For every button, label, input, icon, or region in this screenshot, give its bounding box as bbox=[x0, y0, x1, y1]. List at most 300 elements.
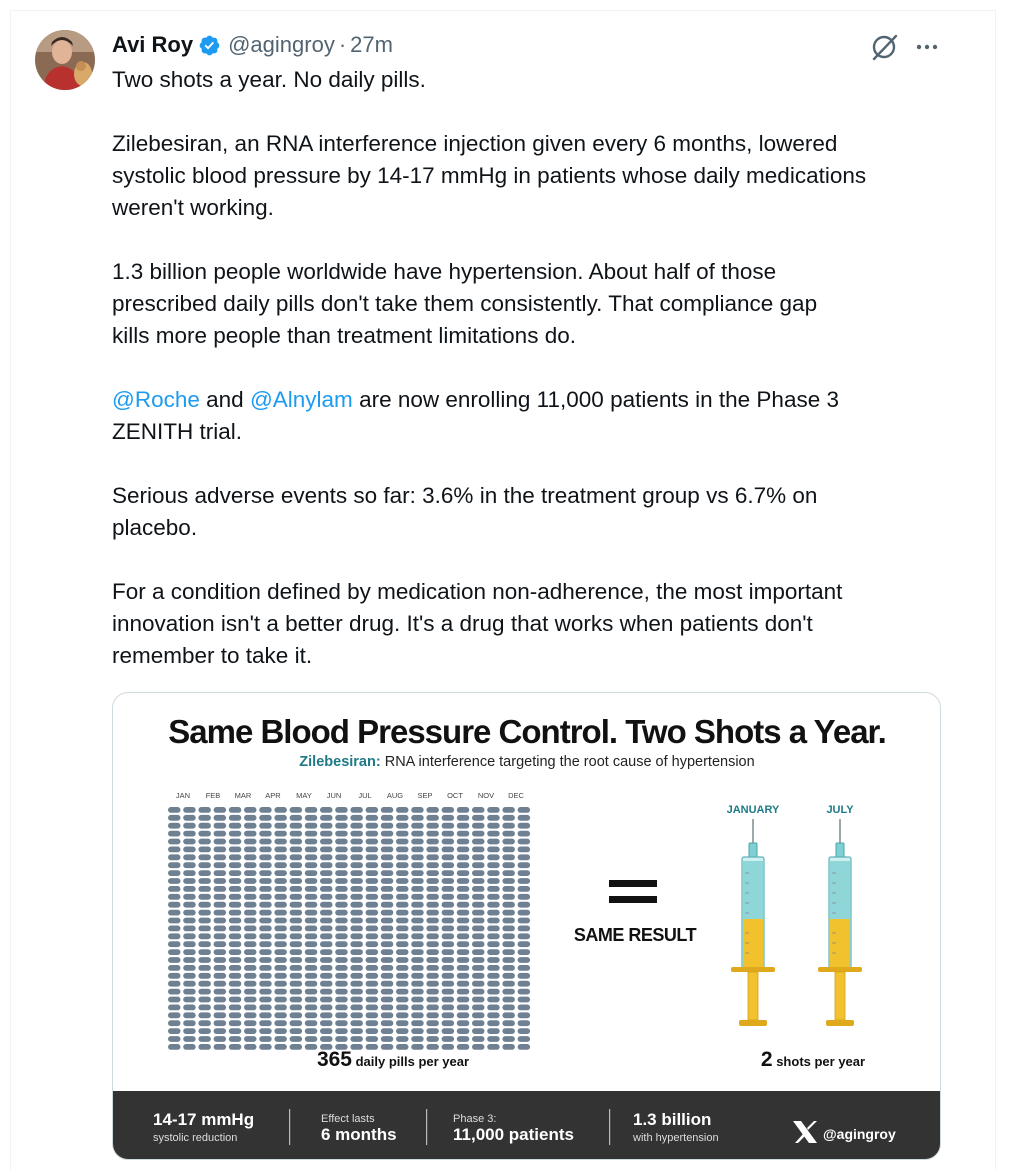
pill-icon bbox=[335, 933, 348, 939]
month-label: NOV bbox=[477, 791, 495, 800]
pill-icon bbox=[244, 949, 257, 955]
pill-icon bbox=[198, 965, 211, 971]
pill-icon bbox=[229, 854, 242, 860]
pill-icon bbox=[229, 815, 242, 821]
pill-icon bbox=[457, 839, 470, 845]
pill-icon bbox=[229, 1020, 242, 1026]
pill-icon bbox=[259, 965, 272, 971]
pill-icon bbox=[214, 1020, 227, 1026]
pill-icon bbox=[198, 981, 211, 987]
pill-icon bbox=[381, 949, 394, 955]
pill-icon bbox=[335, 981, 348, 987]
pill-icon bbox=[502, 807, 515, 813]
pill-icon bbox=[350, 1005, 363, 1011]
month-label: JUL bbox=[358, 791, 372, 800]
pill-icon bbox=[244, 815, 257, 821]
pill-icon bbox=[305, 823, 318, 829]
pill-icon bbox=[168, 1005, 181, 1011]
footer-handle: @agingroy bbox=[823, 1126, 896, 1142]
pill-icon bbox=[198, 902, 211, 908]
pill-icon bbox=[411, 910, 424, 916]
pill-icon bbox=[290, 839, 303, 845]
pill-icon bbox=[274, 839, 287, 845]
pill-icon bbox=[335, 823, 348, 829]
pill-icon bbox=[183, 870, 196, 876]
pill-icon bbox=[366, 862, 379, 868]
pill-icon bbox=[305, 981, 318, 987]
pill-icon bbox=[411, 941, 424, 947]
pill-icon bbox=[502, 949, 515, 955]
infographic bbox=[113, 693, 941, 1160]
pill-icon bbox=[198, 989, 211, 995]
pill-icon bbox=[396, 989, 409, 995]
pill-icon bbox=[472, 918, 485, 924]
pill-icon bbox=[442, 1005, 455, 1011]
pill-icon bbox=[259, 870, 272, 876]
pill-icon bbox=[320, 965, 333, 971]
pill-icon bbox=[290, 989, 303, 995]
pill-icon bbox=[457, 957, 470, 963]
pill-icon bbox=[350, 1020, 363, 1026]
pill-icon bbox=[457, 1028, 470, 1034]
pill-icon bbox=[168, 941, 181, 947]
pill-icon bbox=[426, 815, 439, 821]
pill-icon bbox=[350, 886, 363, 892]
pill-icon bbox=[381, 926, 394, 932]
pill-icon bbox=[214, 941, 227, 947]
pill-icon bbox=[366, 926, 379, 932]
pill-icon bbox=[442, 1020, 455, 1026]
mention-link-alnylam[interactable]: @Alnylam bbox=[249, 387, 353, 412]
pill-icon bbox=[229, 839, 242, 845]
pill-icon bbox=[366, 1020, 379, 1026]
verified-badge-icon[interactable] bbox=[198, 34, 221, 57]
pill-icon bbox=[366, 823, 379, 829]
pill-icon bbox=[229, 949, 242, 955]
pill-icon bbox=[457, 894, 470, 900]
pill-icon bbox=[274, 918, 287, 924]
pill-icon bbox=[198, 847, 211, 853]
pill-icon bbox=[183, 1036, 196, 1042]
pill-icon bbox=[472, 981, 485, 987]
pill-icon bbox=[244, 1012, 257, 1018]
pill-icon bbox=[502, 965, 515, 971]
pill-icon bbox=[335, 965, 348, 971]
pill-icon bbox=[198, 918, 211, 924]
pill-icon bbox=[305, 862, 318, 868]
pill-icon bbox=[502, 894, 515, 900]
pill-icon bbox=[472, 1005, 485, 1011]
pill-icon bbox=[274, 902, 287, 908]
pill-icon bbox=[320, 973, 333, 979]
same-result-label: SAME RESULT bbox=[573, 925, 697, 945]
pill-icon bbox=[487, 894, 500, 900]
pill-icon bbox=[320, 957, 333, 963]
pill-icon bbox=[502, 870, 515, 876]
pill-icon bbox=[502, 981, 515, 987]
pill-icon bbox=[487, 1005, 500, 1011]
pill-icon bbox=[214, 965, 227, 971]
pill-icon bbox=[290, 1012, 303, 1018]
pill-icon bbox=[366, 902, 379, 908]
pill-icon bbox=[168, 902, 181, 908]
pill-icon bbox=[214, 997, 227, 1003]
pill-icon bbox=[305, 926, 318, 932]
pill-icon bbox=[198, 957, 211, 963]
pill-icon bbox=[442, 933, 455, 939]
header-separator: · bbox=[338, 32, 347, 57]
pill-icon bbox=[305, 918, 318, 924]
pill-icon bbox=[411, 854, 424, 860]
pill-icon bbox=[472, 807, 485, 813]
pill-icon bbox=[502, 1020, 515, 1026]
pill-icon bbox=[366, 1036, 379, 1042]
pill-icon bbox=[290, 878, 303, 884]
pill-icon bbox=[320, 1012, 333, 1018]
pill-icon bbox=[350, 870, 363, 876]
pill-icon bbox=[198, 878, 211, 884]
stat-divider bbox=[609, 1109, 610, 1145]
pill-icon bbox=[214, 839, 227, 845]
pill-icon bbox=[442, 949, 455, 955]
pill-icon bbox=[350, 997, 363, 1003]
pill-icon bbox=[396, 902, 409, 908]
pill-icon bbox=[502, 839, 515, 845]
pill-icon bbox=[305, 933, 318, 939]
pill-icon bbox=[502, 973, 515, 979]
pill-icon bbox=[183, 854, 196, 860]
pill-icon bbox=[381, 1044, 394, 1050]
pill-icon bbox=[502, 886, 515, 892]
pill-icon bbox=[183, 926, 196, 932]
pill-icon bbox=[183, 1012, 196, 1018]
pill-icon bbox=[259, 902, 272, 908]
pill-icon bbox=[442, 1036, 455, 1042]
pill-icon bbox=[487, 957, 500, 963]
pill-icon bbox=[335, 957, 348, 963]
pill-icon bbox=[366, 870, 379, 876]
pill-icon bbox=[335, 1028, 348, 1034]
svg-text:14-17 mmHg: 14-17 mmHg bbox=[153, 1110, 255, 1129]
pill-icon bbox=[274, 1044, 287, 1050]
pill-icon bbox=[411, 1028, 424, 1034]
pill-icon bbox=[487, 981, 500, 987]
pill-icon bbox=[366, 878, 379, 884]
pill-icon bbox=[472, 1020, 485, 1026]
pill-icon bbox=[290, 997, 303, 1003]
pill-icon bbox=[244, 839, 257, 845]
pill-icon bbox=[366, 981, 379, 987]
pill-icon bbox=[274, 1036, 287, 1042]
pill-icon bbox=[366, 973, 379, 979]
pill-icon bbox=[214, 823, 227, 829]
pill-icon bbox=[198, 839, 211, 845]
pill-icon bbox=[244, 1044, 257, 1050]
pill-icon bbox=[487, 870, 500, 876]
pill-icon bbox=[350, 823, 363, 829]
pill-icon bbox=[320, 1036, 333, 1042]
pill-icon bbox=[426, 1044, 439, 1050]
pill-icon bbox=[320, 1020, 333, 1026]
pill-icon bbox=[502, 957, 515, 963]
syringe-icon bbox=[731, 819, 775, 1026]
pill-icon bbox=[183, 847, 196, 853]
pill-icon bbox=[214, 1044, 227, 1050]
pill-icon bbox=[411, 965, 424, 971]
pill-icon bbox=[259, 1036, 272, 1042]
pill-icon bbox=[229, 973, 242, 979]
pill-icon bbox=[381, 973, 394, 979]
pill-icon bbox=[229, 862, 242, 868]
tweet-media-image[interactable] bbox=[112, 692, 941, 1160]
pill-icon bbox=[396, 807, 409, 813]
pill-icon bbox=[487, 886, 500, 892]
pill-icon bbox=[396, 918, 409, 924]
pill-icon bbox=[183, 1044, 196, 1050]
pill-icon bbox=[244, 957, 257, 963]
pill-icon bbox=[366, 918, 379, 924]
pill-icon bbox=[487, 831, 500, 837]
pill-icon bbox=[350, 1044, 363, 1050]
pill-icon bbox=[290, 862, 303, 868]
pill-icon bbox=[518, 973, 531, 979]
pill-icon bbox=[502, 878, 515, 884]
pill-icon bbox=[229, 926, 242, 932]
pill-icon bbox=[214, 847, 227, 853]
pill-icon bbox=[442, 831, 455, 837]
pill-icon bbox=[320, 854, 333, 860]
pill-icon bbox=[335, 886, 348, 892]
pill-icon bbox=[305, 1028, 318, 1034]
pill-icon bbox=[290, 1005, 303, 1011]
pill-icon bbox=[411, 807, 424, 813]
pill-icon bbox=[487, 878, 500, 884]
pill-icon bbox=[426, 941, 439, 947]
pill-icon bbox=[518, 1044, 531, 1050]
pill-icon bbox=[487, 862, 500, 868]
pill-icon bbox=[259, 1012, 272, 1018]
pill-icon bbox=[457, 870, 470, 876]
pill-icon bbox=[214, 1036, 227, 1042]
pill-icon bbox=[366, 941, 379, 947]
pill-icon bbox=[259, 815, 272, 821]
pill-icon bbox=[426, 847, 439, 853]
pill-icon bbox=[244, 1020, 257, 1026]
pill-icon bbox=[320, 894, 333, 900]
pill-icon bbox=[396, 839, 409, 845]
tweet-line: placebo. bbox=[112, 515, 198, 540]
pill-icon bbox=[350, 989, 363, 995]
pill-icon bbox=[259, 973, 272, 979]
pill-icon bbox=[396, 1044, 409, 1050]
pill-icon bbox=[335, 989, 348, 995]
pill-icon bbox=[411, 926, 424, 932]
pill-icon bbox=[290, 933, 303, 939]
pill-icon bbox=[396, 973, 409, 979]
pill-icon bbox=[442, 918, 455, 924]
pill-icon bbox=[457, 933, 470, 939]
pill-icon bbox=[381, 831, 394, 837]
author-name[interactable]: Avi Roy bbox=[112, 32, 194, 57]
pill-icon bbox=[229, 894, 242, 900]
avatar[interactable] bbox=[35, 30, 95, 90]
pill-icon bbox=[183, 918, 196, 924]
pill-icon bbox=[396, 1028, 409, 1034]
pill-icon bbox=[366, 894, 379, 900]
pill-icon bbox=[290, 965, 303, 971]
syringe-icon bbox=[818, 819, 862, 1026]
pill-icon bbox=[198, 910, 211, 916]
pill-icon bbox=[411, 886, 424, 892]
pill-icon bbox=[320, 815, 333, 821]
pill-icon bbox=[411, 989, 424, 995]
mention-link-roche[interactable]: @Roche bbox=[112, 387, 200, 412]
pill-icon bbox=[457, 1005, 470, 1011]
month-label: APR bbox=[265, 791, 281, 800]
pill-icon bbox=[274, 949, 287, 955]
pill-icon bbox=[366, 831, 379, 837]
pill-icon bbox=[229, 870, 242, 876]
pill-icon bbox=[198, 1028, 211, 1034]
more-options-icon[interactable] bbox=[914, 34, 940, 60]
pill-icon bbox=[442, 847, 455, 853]
pill-icon bbox=[396, 854, 409, 860]
pill-icon bbox=[442, 1028, 455, 1034]
pill-icon bbox=[381, 807, 394, 813]
pill-icon bbox=[518, 989, 531, 995]
pill-icon bbox=[381, 870, 394, 876]
pill-icon bbox=[411, 1036, 424, 1042]
pill-icon bbox=[502, 918, 515, 924]
pill-icon bbox=[426, 894, 439, 900]
pill-icon bbox=[442, 926, 455, 932]
pill-icon bbox=[518, 1036, 531, 1042]
pill-icon bbox=[457, 807, 470, 813]
pill-icon bbox=[214, 949, 227, 955]
pill-icon bbox=[214, 886, 227, 892]
pill-icon bbox=[396, 949, 409, 955]
pill-icon bbox=[198, 941, 211, 947]
month-label: MAY bbox=[296, 791, 312, 800]
pill-icon bbox=[305, 878, 318, 884]
pill-icon bbox=[305, 831, 318, 837]
pill-icon bbox=[244, 997, 257, 1003]
pill-icon bbox=[472, 1012, 485, 1018]
pill-icon bbox=[168, 1012, 181, 1018]
svg-text:Phase 3:: Phase 3: bbox=[453, 1113, 497, 1125]
pill-icon bbox=[259, 910, 272, 916]
pill-icon bbox=[305, 886, 318, 892]
pill-icon bbox=[305, 902, 318, 908]
tweet-timestamp[interactable]: 27m bbox=[350, 32, 393, 57]
pill-icon bbox=[381, 997, 394, 1003]
pill-icon bbox=[335, 1012, 348, 1018]
pill-icon bbox=[244, 847, 257, 853]
pill-icon bbox=[259, 862, 272, 868]
pill-icon bbox=[183, 910, 196, 916]
pill-icon bbox=[320, 839, 333, 845]
pill-icon bbox=[350, 862, 363, 868]
pill-icon bbox=[366, 847, 379, 853]
pill-icon bbox=[396, 815, 409, 821]
pill-icon bbox=[259, 854, 272, 860]
pill-icon bbox=[305, 854, 318, 860]
pill-icon bbox=[320, 941, 333, 947]
pill-icon bbox=[320, 878, 333, 884]
pill-icon bbox=[442, 1044, 455, 1050]
pill-icon bbox=[290, 1020, 303, 1026]
pill-icon bbox=[305, 839, 318, 845]
pill-icon bbox=[396, 1005, 409, 1011]
pill-icon bbox=[472, 1028, 485, 1034]
shot-month-label: JULY bbox=[826, 804, 854, 816]
pill-icon bbox=[259, 847, 272, 853]
pill-icon bbox=[381, 941, 394, 947]
pill-icon bbox=[198, 1036, 211, 1042]
pill-icon bbox=[244, 870, 257, 876]
pill-icon bbox=[411, 847, 424, 853]
pill-icon bbox=[487, 1012, 500, 1018]
pill-icon bbox=[381, 965, 394, 971]
pill-icon bbox=[518, 862, 531, 868]
pill-icon bbox=[381, 989, 394, 995]
pill-icon bbox=[350, 949, 363, 955]
pill-icon bbox=[183, 1028, 196, 1034]
pill-icon bbox=[183, 862, 196, 868]
pill-icon bbox=[335, 862, 348, 868]
pill-icon bbox=[487, 910, 500, 916]
pill-icon bbox=[274, 823, 287, 829]
pill-icon bbox=[426, 862, 439, 868]
pill-icon bbox=[350, 941, 363, 947]
pill-icon bbox=[426, 886, 439, 892]
pill-icon bbox=[366, 949, 379, 955]
pill-icon bbox=[320, 910, 333, 916]
pill-icon bbox=[518, 933, 531, 939]
pill-icon bbox=[168, 894, 181, 900]
pill-icon bbox=[426, 957, 439, 963]
pill-icon bbox=[290, 1044, 303, 1050]
pill-icon bbox=[259, 1044, 272, 1050]
pill-icon bbox=[426, 1005, 439, 1011]
pill-icon bbox=[229, 997, 242, 1003]
author-handle[interactable]: @agingroy bbox=[228, 32, 335, 57]
pill-icon bbox=[198, 815, 211, 821]
pill-icon bbox=[259, 1005, 272, 1011]
pill-icon bbox=[442, 957, 455, 963]
pill-icon bbox=[350, 933, 363, 939]
pill-icon bbox=[396, 981, 409, 987]
pill-icon bbox=[487, 933, 500, 939]
pill-icon bbox=[457, 831, 470, 837]
pill-icon bbox=[244, 807, 257, 813]
pill-icon bbox=[183, 965, 196, 971]
pill-icon bbox=[411, 918, 424, 924]
grok-icon[interactable] bbox=[870, 32, 900, 62]
pill-icon bbox=[305, 870, 318, 876]
pill-icon bbox=[518, 847, 531, 853]
pill-icon bbox=[426, 1036, 439, 1042]
pill-icon bbox=[259, 831, 272, 837]
pill-icon bbox=[335, 847, 348, 853]
pill-icon bbox=[426, 1012, 439, 1018]
pill-icon bbox=[214, 894, 227, 900]
pill-icon bbox=[518, 854, 531, 860]
pill-icon bbox=[396, 933, 409, 939]
pill-icon bbox=[305, 894, 318, 900]
pill-icon bbox=[442, 823, 455, 829]
tweet-line: systolic blood pressure by 14-17 mmHg in patients whose daily medications bbox=[112, 163, 867, 188]
